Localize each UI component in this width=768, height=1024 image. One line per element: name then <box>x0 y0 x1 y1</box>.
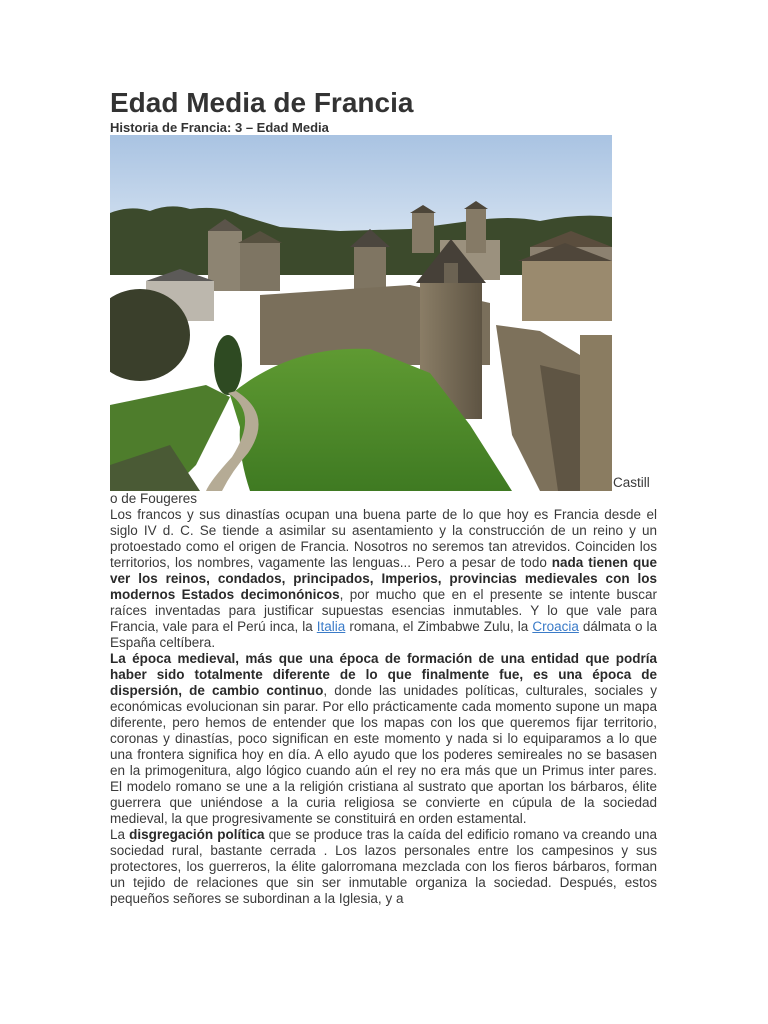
inline-link[interactable]: Croacia <box>532 619 579 634</box>
castle-photo <box>110 135 612 491</box>
emphasized-text: nada tienen que ver los reinos, condados, principados, Imperios, provincias medievales con los modernos Estados decimonónicos <box>110 555 657 602</box>
document-page <box>110 86 657 907</box>
emphasized-text: La época medieval, más que una época de formación de una entidad que podría haber sido totalmente diferente de lo que finalmente fue, es una época de dispersión, de cambio continuo <box>110 651 657 698</box>
paragraph-text: La <box>110 827 130 842</box>
article-body <box>110 507 657 907</box>
image-row <box>110 135 657 491</box>
paragraph-text: Los francos y sus dinastías ocupan una buena parte de lo que hoy es Francia desde el siglo IV d. C. Se tiende a asimilar su asentamiento y la construcción de un reino y un protoestado como el origen de Francia. Nosotros no seremos tan atrevidos. Coinciden los territorios, los nombres, vagamente las lenguas... Pero a pesar de todo <box>110 507 657 570</box>
page-subtitle: Historia de Francia: 3 – Edad Media <box>110 120 329 135</box>
image-caption-start: Castill <box>613 475 650 490</box>
emphasized-text: disgregación política <box>129 827 265 842</box>
paragraph-text: romana, el Zimbabwe Zulu, la <box>345 619 533 634</box>
paragraph-text: dálmata o la España celtíbera. <box>110 619 657 650</box>
image-caption-end: o de Fougeres <box>110 491 198 506</box>
page-title: Edad Media de Francia <box>110 87 414 118</box>
body-paragraph <box>110 507 657 651</box>
paragraph-text: , por mucho que en el presente se intente buscar raíces inventadas para justificar supuestas esencias inmutables. Y lo que vale para Francia, vale para el Perú inca, la <box>110 587 658 634</box>
body-paragraph <box>110 651 657 827</box>
inline-link[interactable]: Italia <box>316 619 346 634</box>
paragraph-text: que se produce tras la caída del edificio romano va creando una sociedad rural, bastante cerrada . Los lazos personales entre los campesinos y sus protectores, los guerreros, la élite galorromana mezclada con los fieros bárbaros, forman un tejido de relaciones que sin ser inmutable organiza la sociedad. Después, estos pequeños señores se subordinan a la Iglesia, y a <box>110 827 657 906</box>
body-paragraph <box>110 827 657 907</box>
paragraph-text: , donde las unidades políticas, culturales, sociales y económicas evolucionan sin parar. Por ello prácticamente cada momento supone un mapa diferente, pero hemos de entender que los mapas con los que queremos fijar territorio, coronas y dinastías, poco significan en este momento y nada si lo equiparamos a lo que una frontera significa hoy en día. A ello ayudo que los poderes semireales no se basasen en la primogenitura, algo lógico cuando aún el rey no era más que un Primus inter pares. El modelo romano se une a la religión cristiana al sustrato que aportan los bárbaros, élite guerrera que uniéndose a la curia religiosa se convierte en cúpula de la sociedad medieval, la que progresivamente se constituirá en orden estamental. <box>110 683 657 826</box>
